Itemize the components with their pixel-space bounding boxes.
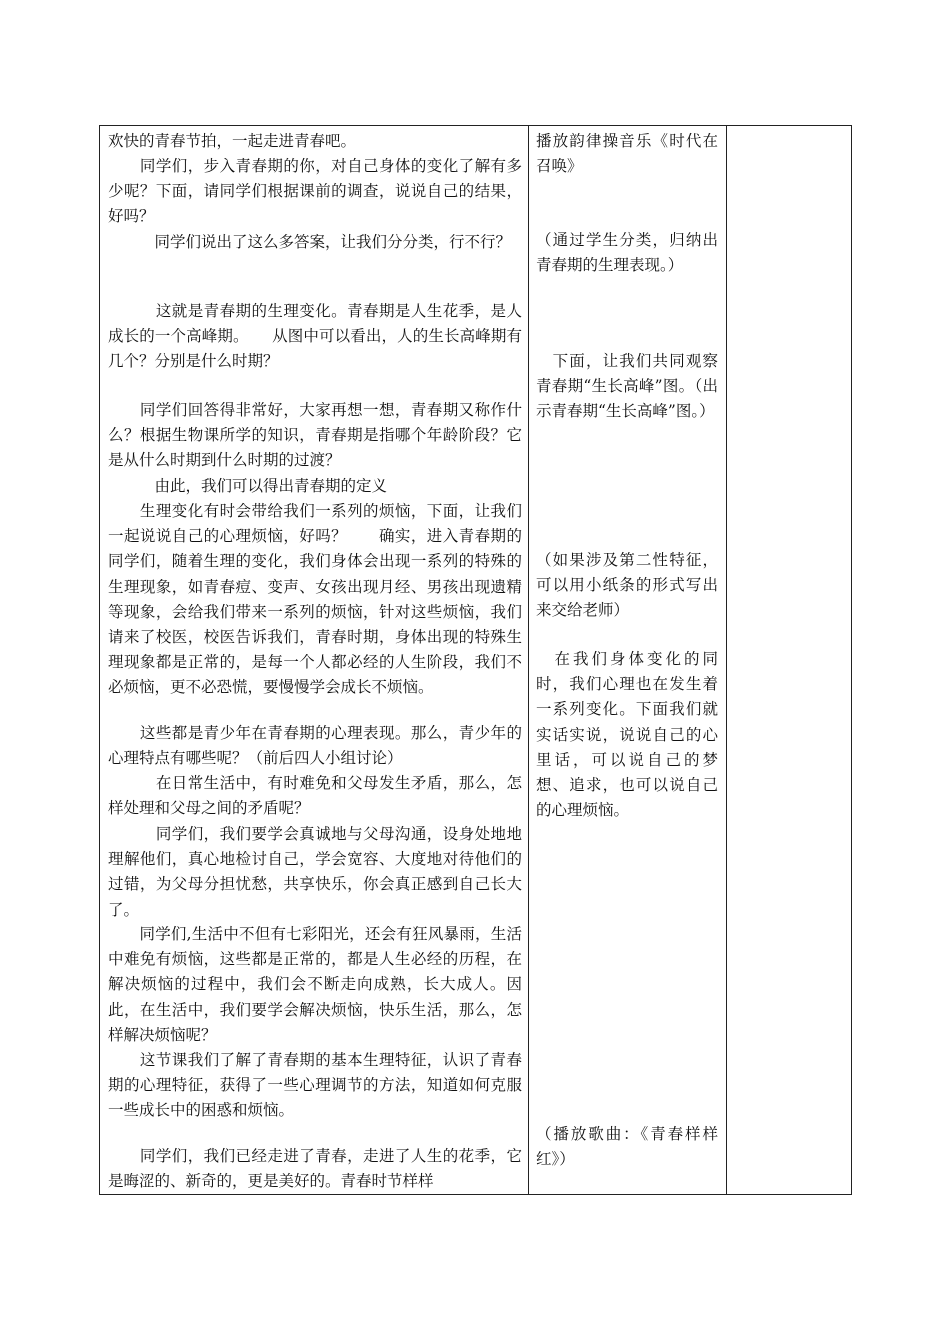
- note: 在我们身体变化的同时，我们心理也在发生着一系列变化。下面我们就实话实说，说说自己的心里话，可以说自己的梦想、追求，也可以说自己的心理烦恼。: [536, 650, 718, 820]
- paragraph: 在日常生活中，有时难免和父母发生矛盾，那么，怎样处理和父母之间的矛盾呢？: [108, 774, 522, 818]
- paragraph: 由此，我们可以得出青春期的定义: [108, 477, 388, 495]
- note: （通过学生分类，归纳出青春期的生理表现。）: [536, 231, 718, 275]
- activity-notes-column: [528, 126, 727, 1194]
- paragraph: 这就是青春期的生理变化。青春期是人生花季，是人成长的一个高峰期。 从图中可以看出，人的生长高峰期有几个？分别是什么时期？: [108, 302, 522, 371]
- paragraph: 同学们说出了这么多答案，让我们分分类，行不行？: [108, 233, 512, 251]
- note: （如果涉及第二性特征，可以用小纸条的形式写出来交给老师）: [536, 551, 718, 620]
- note: 下面，让我们共同观察青春期“生长高峰”图。（出示青春期“生长高峰”图。）: [536, 352, 718, 421]
- paragraph: 同学们，我们已经走进了青春，走进了人生的花季，它是晦涩的、新奇的，更是美好的。青春时节样样: [108, 1147, 522, 1191]
- paragraph: 这节课我们了解了青春期的基本生理特征，认识了青春期的心理特征，获得了一些心理调节的方法，知道如何克服一些成长中的困惑和烦恼。: [108, 1051, 522, 1120]
- remarks-column: [726, 126, 851, 1194]
- teaching-content-column: [100, 126, 529, 1194]
- note: 播放韵律操音乐《时代在召唤》: [536, 132, 718, 176]
- paragraph: 同学们,生活中不但有七彩阳光，还会有狂风暴雨，生活中难免有烦恼，这些都是正常的，都是人生必经的历程，在解决烦恼的过程中，我们会不断走向成熟，长大成人。因此，在生活中，我们要学会解决烦恼，快乐生活，那么，怎样解决烦恼呢？: [108, 925, 522, 1044]
- paragraph: 欢快的青春节拍，一起走进青春吧。: [108, 132, 357, 150]
- paragraph: 同学们，步入青春期的你，对自己身体的变化了解有多少呢？下面，请同学们根据课前的调查，说说自己的结果，好吗？: [108, 157, 522, 226]
- paragraph: 这些都是青少年在青春期的心理表现。那么，青少年的心理特点有哪些呢？（前后四人小组讨论）: [108, 724, 522, 768]
- note: （播放歌曲：《青春样样红》）: [536, 1125, 718, 1169]
- paragraph: 生理变化有时会带给我们一系列的烦恼，下面，让我们一起说说自己的心理烦恼，好吗？ 确实，进入青春期的同学们，随着生理的变化，我们身体会出现一系列的特殊的生理现象，如青春痘、变声、女孩出现月经、男孩出现遗精等现象，会给我们带来一系列的烦恼，针对这些烦恼，我们请来了校医，校医告诉我们，青春时期，身体出现的特殊生理现象都是正常的，是每一个人都必经的人生阶段，我们不必烦恼，更不必恐慌，要慢慢学会成长不烦恼。: [108, 502, 522, 697]
- lesson-table: [99, 125, 852, 1195]
- paragraph: 同学们，我们要学会真诚地与父母沟通，设身处地地理解他们，真心地检讨自己，学会宽容、大度地对待他们的过错，为父母分担忧愁，共享快乐，你会真正感到自己长大了。: [108, 825, 522, 919]
- paragraph: 同学们回答得非常好，大家再想一想，青春期又称作什么？根据生物课所学的知识，青春期是指哪个年龄阶段？它是从什么时期到什么时期的过渡？: [108, 401, 522, 470]
